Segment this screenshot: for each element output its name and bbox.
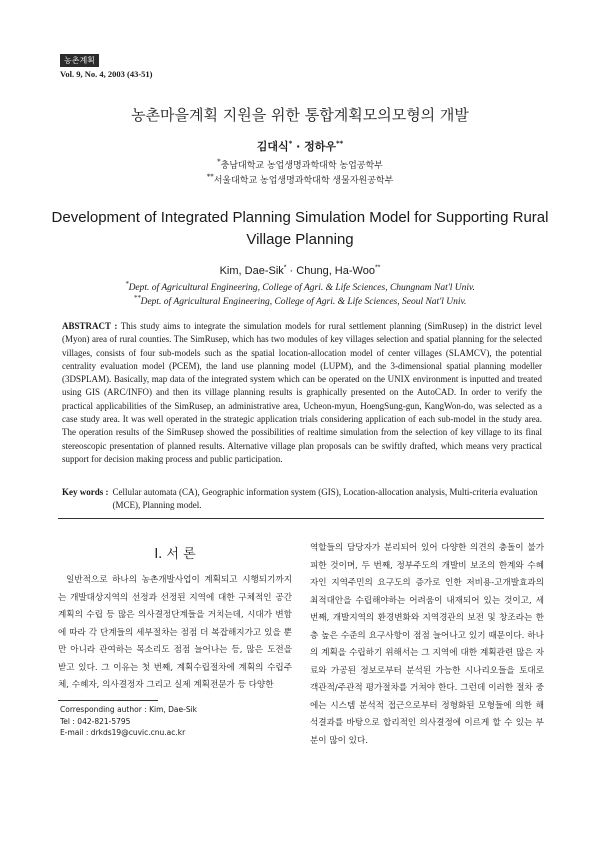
keywords-text: Cellular automata (CA), Geographic information system (GIS), Location-allocation analysis, Multi-criteria evaluation (MCE), Planning model. [112, 487, 538, 510]
body-text-left: 일반적으로 하나의 농촌개발사업이 계획되고 시행되기까지는 개발대상지역의 선정과 선정된 지역에 대한 구체적인 공간계획의 수립 등 많은 의사결정단계들을 거치는데, 시대가 변함에 따라 각 단계들의 세부절차는 점점 더 복잡해지가고 있을 뿐만 아니라 관여하는 목소리도 점점 늘어나는 등, 많은 도전을 받고 있다. 그 이유는 첫 번째, 계획수립절차에 계획의 수립주체, 수혜자, 의사결정자 그리고 실제 계획전문가 등 다양한 [58, 575, 292, 690]
footnote-email: E-mail : drkds19@cuvic.cnu.ac.kr [60, 728, 186, 737]
keywords-label: Key words : [62, 487, 109, 497]
footnote-divider [58, 700, 158, 701]
journal-badge: 농촌계획 [60, 54, 99, 67]
affiliation-korean-1: *충남대학교 농업생명과학대학 농업공학부 [217, 158, 383, 171]
abstract-label: ABSTRACT : [62, 321, 118, 331]
abstract-text: This study aims to integrate the simulation models for rural settlement planning (SimRusep) in the district level (Myon) area of rural counties. The SimRusep, which has two modules of key villages selection and spatial planning for the selected villages, consists of four sub-models such as the spatial location-allocation model of center villages (SLAMCV), the potential centrality evaluation model (PCEM), the land use planning model (LUPM), and the 3-dimensional spatial planning modeller (3DSPLAM). Basically, map data of the integrated system which can be operated on the UNIX environment is inputted and treated using GIS (ARC/INFO) and then its village planning results is graphically presented on the AutoCAD. In order to verify the practical applicabilities of the SimRusep, an administrative area, Ucheon-myun, HoengSung-gun, KangWon-do, was selected as a case study area. It was well operated in the strategic application trials considering application of each sub-model in the study area. The operation results of the SimRusep showed the possibilities of realtime simulation from the selection of key village to its final stereoscopic presentation of planned results. Alternative village plan proposals can be swiftly drafted, which means very practical support for decision making process and public participation. [62, 321, 542, 464]
footnote-author: Corresponding author : Kim, Dae-Sik [60, 705, 198, 714]
body-text-right: 역할들의 담당자가 분리되어 있어 다양한 의견의 충돌이 불가피한 것이며, 두 번째, 정부주도의 개발비 보조의 한계와 수혜자인 지역주민의 요구도의 증가로 인한 저비용-고개발효과의 최적대안을 수립해야하는 어려움이 내재되어 있는 것이고, 세 번째, 개발지역의 환경변화와 지역경관의 보전 및 창조라는 한층 높은 수준의 요구사항이 점점 늘어나고 있기 때문이다. 하나의 계획을 수립하기 위해서는 그 지역에 대한 계획관련 많은 자료와 가공된 정보로부터 분석된 가능한 시나리오들을 토대로 객관적/주관적 평가절차를 거쳐야 한다. 그런데 이러한 절차 중에는 시스템 분석적 접근으로부터 정형화된 모형들에 의한 해석결과를 바탕으로 합리적인 의사결정에 이르게 할 수 있는 부분이 많이 있다. [310, 543, 544, 746]
affiliation-korean-2: **서울대학교 농업생명과학대학 생물자원공학부 [206, 173, 394, 186]
authors-korean: 김대식* · 정하우** [256, 139, 344, 153]
title-english: Development of Integrated Planning Simulation Model for Supporting Rural Village Planning [51, 209, 549, 248]
keywords [62, 486, 542, 512]
section-heading: I. 서 론 [154, 547, 196, 562]
affiliation-english-2: **Dept. of Agricultural Engineering, College of Agri. & Life Sciences, Seoul Nat'l Univ. [133, 293, 467, 307]
footnote [60, 704, 290, 739]
authors-english: Kim, Dae-Sik* · Chung, Ha-Woo** [219, 264, 381, 277]
title-korean: 농촌마을계획 지원을 위한 통합계획모의모형의 개발 [131, 106, 469, 124]
volume-info: Vol. 9, No. 4, 2003 (43-51) [60, 69, 153, 79]
affiliation-english-1: *Dept. of Agricultural Engineering, College of Agri. & Life Sciences, Chungnam Nat'l Univ. [125, 279, 475, 293]
divider [58, 518, 544, 519]
abstract [62, 320, 542, 466]
footnote-tel: Tel : 042-821-5795 [60, 716, 131, 726]
